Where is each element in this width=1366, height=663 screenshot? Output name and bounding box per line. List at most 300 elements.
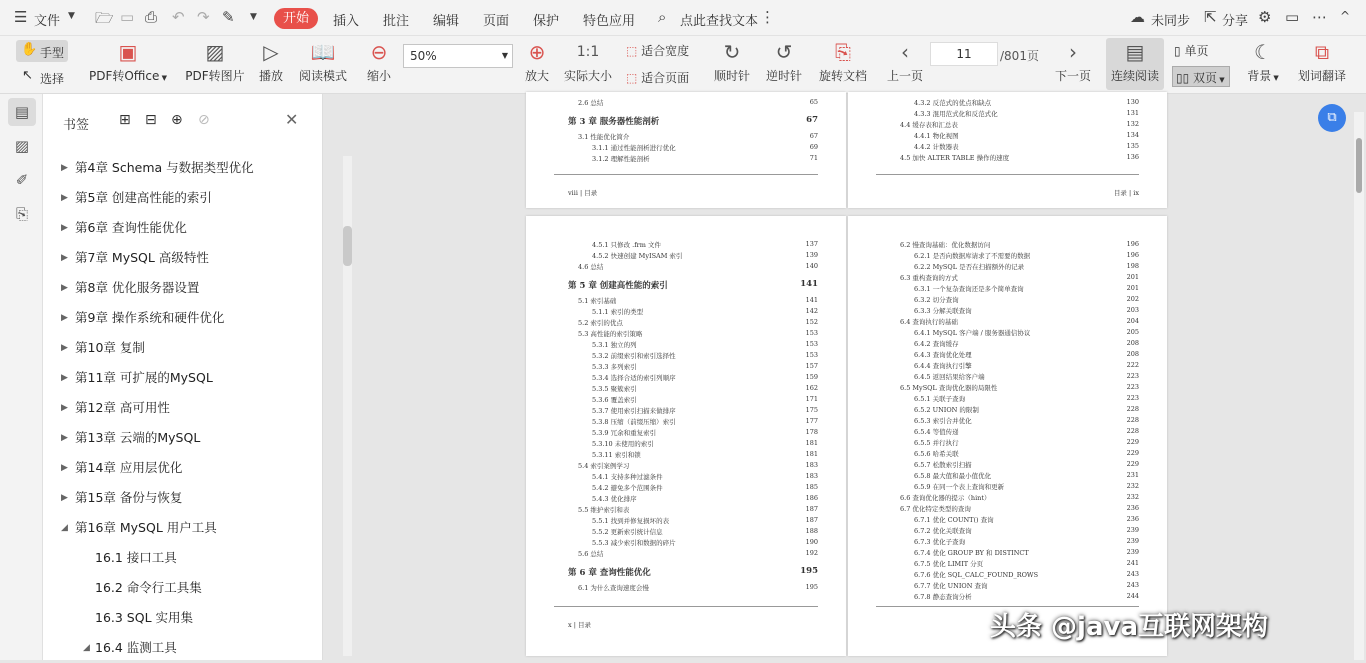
toc-entry[interactable] <box>914 142 1139 151</box>
toc-entry[interactable] <box>914 471 1139 480</box>
page-number-input[interactable]: 11 <box>930 42 998 66</box>
toc-entry-title: 6.7.6 优化 SQL_CALC_FOUND_ROWS <box>914 571 1039 579</box>
page-xi <box>848 216 1167 656</box>
toc-page-number: 186 <box>805 494 818 502</box>
toc-page-number: 137 <box>805 240 818 248</box>
assistant-float-icon[interactable]: ⧉ <box>1318 104 1346 132</box>
translate-icon: ⧉ <box>1314 40 1330 64</box>
more-chevron-icon[interactable]: ▼ <box>250 12 257 22</box>
toc-entry[interactable] <box>592 516 818 525</box>
moon-icon: ☾ <box>1254 40 1272 64</box>
bookmark-item[interactable] <box>43 423 301 453</box>
toc-entry-title: 3.1.1 通过性能剖析进行优化 <box>592 144 676 152</box>
toc-page-number: 239 <box>1126 526 1139 534</box>
footer-rule <box>554 606 818 607</box>
bookmark-label: 第16章 MySQL 用户工具 <box>75 520 217 535</box>
toc-page-number: 228 <box>1126 416 1139 424</box>
cloud-sync-icon[interactable]: ☁ <box>1130 8 1145 26</box>
toc-page-number: 135 <box>1126 142 1139 150</box>
toc-entry[interactable] <box>592 483 818 492</box>
toc-entry-title: 6.4.4 查询执行引擎 <box>914 362 972 370</box>
word-translate-button[interactable]: ⧉ 划词翻译 <box>1297 40 1346 83</box>
toc-entry[interactable] <box>914 548 1139 557</box>
document-scrollbar-thumb[interactable] <box>1356 138 1362 193</box>
toc-entry[interactable] <box>914 559 1139 568</box>
toc-page-number: 239 <box>1126 548 1139 556</box>
file-menu[interactable]: 文件 <box>34 14 61 29</box>
collapse-arrow-icon[interactable]: ◢ <box>83 643 90 653</box>
collapse-all-icon[interactable]: ⊟ <box>145 112 157 128</box>
toc-entry[interactable] <box>592 472 818 481</box>
toc-entry[interactable] <box>914 372 1139 381</box>
toc-page-number: 228 <box>1126 427 1139 435</box>
hand-tool-button[interactable]: ✋ 手型 <box>16 40 68 62</box>
toc-page-number: 140 <box>805 262 818 270</box>
fit-page-icon: ⬚ <box>626 71 638 85</box>
collapse-arrow-icon[interactable]: ◢ <box>61 523 68 533</box>
expand-arrow-icon[interactable]: ▶ <box>61 163 68 173</box>
actual-size-button[interactable]: 1:1 实际大小 <box>562 40 614 84</box>
toc-entry[interactable] <box>914 438 1139 447</box>
toc-entry[interactable] <box>914 526 1139 535</box>
toc-entry[interactable] <box>578 549 818 558</box>
left-panel-rail <box>0 94 43 660</box>
toc-page-number: 67 <box>809 132 818 140</box>
sidebar-scrollbar[interactable] <box>343 156 352 656</box>
page-footer: 目录 | ix <box>1113 189 1139 197</box>
rotate-counterclockwise-button[interactable]: ↺ 逆时针 <box>765 40 802 83</box>
hand-icon: ✋ <box>21 42 38 57</box>
document-scrollbar[interactable] <box>1354 112 1364 660</box>
chevron-right-icon: › <box>1069 40 1077 64</box>
toc-entry-title: 6.7.1 优化 COUNT() 查询 <box>914 516 994 524</box>
toc-entry[interactable] <box>914 515 1139 524</box>
toc-entry-title: 5.5.1 找到并修复损坏的表 <box>592 517 670 525</box>
toc-page-number: 208 <box>1126 339 1139 347</box>
tab-annotate[interactable]: 批注 <box>383 14 410 29</box>
pdf-to-image-button[interactable]: ▨ PDF转图片 <box>185 40 245 83</box>
expand-all-icon[interactable]: ⊞ <box>119 112 131 128</box>
toc-entry[interactable] <box>914 570 1139 579</box>
toc-entry[interactable] <box>914 328 1139 337</box>
page-footer: viii | 目录 <box>568 189 598 197</box>
bookmark-label: 16.3 SQL 实用集 <box>95 610 194 625</box>
toc-entry-title: 6.2.2 MySQL 是否在扫描额外的记录 <box>914 263 1025 271</box>
pdf-to-office-button[interactable]: ▣ PDF转Office ▼ <box>88 40 168 83</box>
chevron-left-icon: ‹ <box>901 40 909 64</box>
toc-entry[interactable] <box>914 339 1139 348</box>
tab-protect[interactable]: 保护 <box>533 14 560 29</box>
toc-entry-title: 6.3 重构查询的方式 <box>900 274 958 282</box>
toc-chapter[interactable] <box>568 115 818 127</box>
toc-entry-title: 6.3.1 一个复杂查询还是多个简单查询 <box>914 285 1024 293</box>
more-horizontal-icon[interactable]: ⋯ <box>1312 8 1327 26</box>
toc-entry-title: 5.3.3 多列索引 <box>592 363 637 371</box>
toc-page-number: 71 <box>809 154 818 162</box>
toc-entry-title: 6.5.5 并行执行 <box>914 439 959 447</box>
expand-arrow-icon[interactable]: ▶ <box>61 493 68 503</box>
toc-page-number: 153 <box>805 340 818 348</box>
tab-edit[interactable]: 编辑 <box>433 14 460 29</box>
share-icon[interactable]: ⇱ <box>1204 8 1217 26</box>
toc-entry[interactable] <box>592 340 818 349</box>
toc-page-number: 204 <box>1126 317 1139 325</box>
toc-entry[interactable] <box>914 284 1139 293</box>
toc-page-number: 243 <box>1126 570 1139 578</box>
expand-arrow-icon[interactable]: ▶ <box>61 283 68 293</box>
select-tool-button[interactable]: ↖ 选择 <box>22 68 65 86</box>
expand-arrow-icon[interactable]: ▶ <box>61 403 68 413</box>
settings-icon[interactable]: ⚙ <box>1258 8 1272 26</box>
play-icon: ▷ <box>263 40 279 64</box>
toc-entry[interactable] <box>914 449 1139 458</box>
toc-entry[interactable] <box>914 394 1139 403</box>
bookmark-item[interactable] <box>43 303 301 333</box>
toc-entry-title: 6.4.3 查询优化处理 <box>914 351 972 359</box>
toc-entry-title: 5.3.8 压缩（前缀压缩）索引 <box>592 418 676 426</box>
toc-entry-title: 6.2 慢查询基础：优化数据访问 <box>900 241 991 249</box>
toc-entry[interactable] <box>900 317 1139 326</box>
tab-page[interactable]: 页面 <box>483 14 510 29</box>
collapse-ribbon-icon[interactable]: ^ <box>1340 9 1351 23</box>
toc-entry-title: 6.2.1 是否向数据库请求了不需要的数据 <box>914 252 1031 260</box>
toc-page-number: 159 <box>805 373 818 381</box>
toc-entry-title: 6.7.5 优化 LIMIT 分页 <box>914 560 984 568</box>
toc-entry-title: 4.5 加快 ALTER TABLE 操作的速度 <box>900 154 1010 162</box>
read-mode-button[interactable]: 📖 阅读模式 <box>298 40 347 83</box>
bookmark-item[interactable] <box>43 513 301 543</box>
sidebar-scrollbar-thumb[interactable] <box>343 226 352 266</box>
toc-page-number: 232 <box>1126 493 1139 501</box>
expand-arrow-icon[interactable]: ▶ <box>61 373 68 383</box>
toc-entry[interactable] <box>914 306 1139 315</box>
toc-page-number: 183 <box>805 461 818 469</box>
bookmark-item[interactable] <box>43 393 301 423</box>
toc-entry[interactable] <box>592 450 818 459</box>
tab-insert[interactable]: 插入 <box>333 14 360 29</box>
toc-entry[interactable] <box>592 251 818 260</box>
print-icon[interactable]: ⎙ <box>145 8 158 26</box>
ink-sign-icon[interactable]: ✎ <box>222 8 235 26</box>
toc-entry-title: 5.5 维护索引和表 <box>578 506 630 514</box>
toc-entry[interactable] <box>914 537 1139 546</box>
toc-entry[interactable] <box>914 350 1139 359</box>
toc-chapter[interactable] <box>568 279 818 291</box>
toc-entry-title: 6.7.2 优化关联查询 <box>914 527 972 535</box>
toc-entry-title: 5.1 索引基础 <box>578 297 617 305</box>
toc-entry[interactable] <box>578 296 818 305</box>
bookmark-label: 第4章 Schema 与数据类型优化 <box>75 160 254 175</box>
thumbnail-panel-icon[interactable]: ▨ <box>14 137 30 155</box>
toc-page-number: 195 <box>805 583 818 591</box>
find-text-field[interactable]: 点此查找文本 <box>680 14 759 29</box>
toc-entry-title: 4.5.1 只修改 .frm 文件 <box>592 241 661 249</box>
toc-entry[interactable] <box>592 384 818 393</box>
toc-page-number: 190 <box>805 538 818 546</box>
rotate-clockwise-button[interactable]: ↻ 顺时针 <box>713 40 750 83</box>
toc-entry[interactable] <box>578 329 818 338</box>
toc-entry-title: 5.3.10 未使用的索引 <box>592 440 654 448</box>
continuous-read-button[interactable]: ▤ 连续阅读 <box>1106 38 1164 90</box>
toc-page-number: 198 <box>1126 262 1139 270</box>
toc-entry-title: 5.4.3 优化排序 <box>592 495 637 503</box>
toc-entry[interactable] <box>592 143 818 152</box>
toc-entry[interactable] <box>914 361 1139 370</box>
toc-entry-title: 5.5.3 减少索引和数据的碎片 <box>592 539 676 547</box>
toc-page-number: 181 <box>805 439 818 447</box>
expand-arrow-icon[interactable]: ▶ <box>61 463 68 473</box>
toc-page-number: 153 <box>805 329 818 337</box>
toc-entry[interactable] <box>914 592 1139 601</box>
toc-entry[interactable] <box>592 439 818 448</box>
toc-entry[interactable] <box>578 98 818 107</box>
toc-page-number: 67 <box>806 115 818 125</box>
toc-entry[interactable] <box>914 262 1139 271</box>
toc-entry[interactable] <box>900 153 1139 162</box>
toc-entry-title: 5.4 索引案例学习 <box>578 462 630 470</box>
redo-icon[interactable]: ↷ <box>197 8 210 26</box>
toc-page-number: 196 <box>1126 240 1139 248</box>
sync-status[interactable]: 未同步 <box>1151 14 1191 29</box>
toc-entry[interactable] <box>914 131 1139 140</box>
cursor-icon: ↖ <box>22 68 33 83</box>
toc-entry[interactable] <box>592 417 818 426</box>
toc-entry-title: 6.4.5 返回结果给客户端 <box>914 373 985 381</box>
toc-entry[interactable] <box>592 406 818 415</box>
footer-rule <box>876 174 1139 175</box>
delete-bookmark-icon[interactable]: ⊘ <box>198 112 210 128</box>
bookmark-panel-icon[interactable]: ▤ <box>8 98 36 126</box>
toc-page-number: 187 <box>805 516 818 524</box>
toc-entry-title: 第 6 章 查询性能优化 <box>568 568 651 578</box>
toc-entry-title: 5.3 高性能的索引策略 <box>578 330 643 338</box>
toc-entry-title: 6.4.1 MySQL 客户端 / 服务器通信协议 <box>914 329 1031 337</box>
toc-entry-title: 5.4.1 支持多种过滤条件 <box>592 473 663 481</box>
toc-entry[interactable] <box>900 504 1139 513</box>
toc-entry-title: 6.4 查询执行的基础 <box>900 318 958 326</box>
toc-entry-title: 4.3.3 混用范式化和反范式化 <box>914 110 998 118</box>
save-icon[interactable]: ▭ <box>120 8 135 26</box>
zoom-select[interactable]: 50% ▼ <box>403 44 513 68</box>
toc-entry[interactable] <box>592 428 818 437</box>
bookmark-item[interactable] <box>43 363 301 393</box>
toc-entry-title: 5.3.4 选择合适的索引列顺序 <box>592 374 676 382</box>
toc-entry[interactable] <box>592 154 818 163</box>
toc-entry[interactable] <box>900 493 1139 502</box>
toc-entry-title: 6.7.4 优化 GROUP BY 和 DISTINCT <box>914 549 1029 557</box>
toc-entry[interactable] <box>914 416 1139 425</box>
toc-entry[interactable] <box>914 109 1139 118</box>
toc-entry-title: 5.3.6 覆盖索引 <box>592 396 637 404</box>
toc-entry-title: 4.3.2 反范式的优点和缺点 <box>914 99 992 107</box>
toc-entry-title: 5.3.11 索引和锁 <box>592 451 641 459</box>
toc-entry-title: 2.6 总结 <box>578 99 604 107</box>
single-page-icon: ▯ <box>1174 44 1181 58</box>
toc-entry[interactable] <box>900 120 1139 129</box>
feedback-icon[interactable]: ▭ <box>1285 8 1300 26</box>
more-vertical-icon[interactable]: ⋮ <box>760 8 775 26</box>
toc-entry[interactable] <box>578 461 818 470</box>
expand-arrow-icon[interactable]: ▶ <box>61 193 68 203</box>
toc-page-number: 195 <box>800 566 818 576</box>
toc-page-number: 141 <box>805 296 818 304</box>
toc-page-number: 188 <box>805 527 818 535</box>
bookmark-label: 第9章 操作系统和硬件优化 <box>75 310 225 325</box>
toc-chapter[interactable] <box>568 566 818 578</box>
toc-page-number: 65 <box>809 98 818 106</box>
bookmark-item[interactable] <box>43 273 301 303</box>
single-page-button[interactable]: ▯ 单页 <box>1174 44 1209 58</box>
page-x <box>526 216 846 656</box>
pdf-to-office-icon: ▣ <box>118 40 138 64</box>
rotate-document-button[interactable]: ⎘ 旋转文档 <box>818 40 867 83</box>
expand-arrow-icon[interactable]: ▶ <box>61 313 68 323</box>
ribbon-toolbar <box>0 36 1366 94</box>
attachment-panel-icon[interactable]: ⎘ <box>15 205 28 223</box>
toc-entry[interactable] <box>578 583 818 592</box>
next-page-button[interactable]: › 下一页 <box>1054 40 1091 83</box>
toc-entry[interactable] <box>592 307 818 316</box>
bookmark-item[interactable] <box>43 483 301 513</box>
play-button[interactable]: ▷ 播放 <box>258 40 283 83</box>
tab-features[interactable]: 特色应用 <box>583 14 636 29</box>
bookmark-item[interactable] <box>43 573 301 603</box>
toc-entry[interactable] <box>914 405 1139 414</box>
toc-entry[interactable] <box>914 460 1139 469</box>
toc-page-number: 243 <box>1126 581 1139 589</box>
toc-entry-title: 5.5.2 更新索引统计信息 <box>592 528 663 536</box>
page-footer: x | 目录 <box>568 621 591 629</box>
toc-entry[interactable] <box>914 427 1139 436</box>
toc-entry[interactable] <box>914 251 1139 260</box>
bookmark-item[interactable] <box>43 543 301 573</box>
toc-entry[interactable] <box>592 538 818 547</box>
bookmark-item[interactable] <box>43 213 301 243</box>
toc-page-number: 192 <box>805 549 818 557</box>
toc-entry[interactable] <box>592 494 818 503</box>
toc-entry[interactable] <box>578 262 818 271</box>
zoom-in-button[interactable]: ⊕ 放大 <box>524 40 549 83</box>
toc-entry[interactable] <box>592 240 818 249</box>
toc-entry-title: 5.3.2 前缀索引和索引选择性 <box>592 352 676 360</box>
double-page-button[interactable]: ▯▯ 双页 ▼ <box>1172 66 1230 87</box>
zoom-in-icon: ⊕ <box>528 40 546 64</box>
bookmark-label: 第8章 优化服务器设置 <box>75 280 200 295</box>
share-button[interactable]: 分享 <box>1222 14 1249 29</box>
close-icon[interactable]: ✕ <box>285 110 299 129</box>
toc-entry-title: 5.3.7 使用索引扫描来做排序 <box>592 407 676 415</box>
toc-entry[interactable] <box>592 351 818 360</box>
bookmark-item[interactable] <box>43 153 301 183</box>
bookmark-item[interactable] <box>43 453 301 483</box>
menu-bar <box>0 0 1366 36</box>
toc-entry-title: 6.7.8 静态查询分析 <box>914 593 972 601</box>
toc-entry[interactable] <box>592 362 818 371</box>
page-total: /801页 <box>1000 49 1039 63</box>
toc-entry[interactable] <box>592 373 818 382</box>
toc-entry-title: 第 3 章 服务器性能剖析 <box>568 117 660 127</box>
bookmark-label: 16.4 监测工具 <box>95 640 177 655</box>
bookmark-label: 第11章 可扩展的MySQL <box>75 370 213 385</box>
toc-page-number: 223 <box>1126 383 1139 391</box>
toc-page-number: 196 <box>1126 251 1139 259</box>
toc-page-number: 187 <box>805 505 818 513</box>
toc-entry-title: 6.5.1 关联子查询 <box>914 395 966 403</box>
toc-entry[interactable] <box>900 273 1139 282</box>
bookmark-item[interactable] <box>43 243 301 273</box>
prev-page-button[interactable]: ‹ 上一页 <box>886 40 923 83</box>
toc-entry[interactable] <box>578 318 818 327</box>
chevron-down-icon[interactable]: ▼ <box>68 11 75 21</box>
actual-size-icon: 1:1 <box>576 44 600 60</box>
background-button[interactable]: ☾ 背景 ▼ <box>1247 40 1279 83</box>
bookmark-item[interactable] <box>43 333 301 363</box>
expand-arrow-icon[interactable]: ▶ <box>61 223 68 233</box>
toc-page-number: 131 <box>1126 109 1139 117</box>
toc-entry[interactable] <box>914 295 1139 304</box>
toc-entry[interactable] <box>914 581 1139 590</box>
toc-page-number: 202 <box>1126 295 1139 303</box>
double-page-icon: ▯▯ <box>1176 71 1190 85</box>
toc-entry[interactable] <box>578 132 818 141</box>
annotation-panel-icon[interactable]: ✐ <box>15 171 29 189</box>
toc-page-number: 132 <box>1126 120 1139 128</box>
watermark-text: 头条 @java互联网架构 <box>990 612 1269 642</box>
expand-arrow-icon[interactable]: ▶ <box>61 343 68 353</box>
toc-entry[interactable] <box>914 98 1139 107</box>
toc-entry-title: 6.1 为什么查询速度会慢 <box>578 584 649 592</box>
toc-entry[interactable] <box>578 505 818 514</box>
toc-entry[interactable] <box>914 482 1139 491</box>
toc-page-number: 134 <box>1126 131 1139 139</box>
toc-page-number: 201 <box>1126 273 1139 281</box>
toc-entry[interactable] <box>592 527 818 536</box>
toc-page-number: 157 <box>805 362 818 370</box>
toc-entry-title: 4.4.1 物化视图 <box>914 132 959 140</box>
toc-entry-title: 3.1 性能优化简介 <box>578 133 630 141</box>
fit-page-button[interactable]: ⬚ 适合页面 <box>626 71 690 85</box>
toc-page-number: 223 <box>1126 372 1139 380</box>
toc-page-number: 201 <box>1126 284 1139 292</box>
zoom-out-button[interactable]: ⊖ 缩小 <box>366 40 391 83</box>
undo-icon[interactable]: ↶ <box>172 8 185 26</box>
expand-arrow-icon[interactable]: ▶ <box>61 433 68 443</box>
toc-page-number: 141 <box>800 279 818 289</box>
chevron-down-icon: ▼ <box>501 51 508 60</box>
toc-page-number: 139 <box>805 251 818 259</box>
toc-entry[interactable] <box>900 240 1139 249</box>
toc-page-number: 178 <box>805 428 818 436</box>
toc-page-number: 229 <box>1126 460 1139 468</box>
toc-entry[interactable] <box>900 383 1139 392</box>
expand-arrow-icon[interactable]: ▶ <box>61 253 68 263</box>
add-bookmark-icon[interactable]: ⊕ <box>171 112 183 128</box>
bookmark-item[interactable] <box>43 183 301 213</box>
bookmark-item[interactable] <box>43 633 301 663</box>
fit-width-button[interactable]: ⬚ 适合宽度 <box>626 44 690 58</box>
bookmark-item[interactable] <box>43 603 301 633</box>
tab-start[interactable]: 开始 <box>274 8 318 29</box>
toc-entry-title: 5.3.9 冗余和重复索引 <box>592 429 657 437</box>
toc-page-number: 232 <box>1126 482 1139 490</box>
toc-entry-title: 6.4.2 查询缓存 <box>914 340 959 348</box>
toc-entry-title: 4.4 缓存表和汇总表 <box>900 121 958 129</box>
toc-entry[interactable] <box>592 395 818 404</box>
hamburger-menu-icon[interactable]: ☰ <box>14 8 28 26</box>
open-folder-icon[interactable]: 🗁 <box>95 9 114 27</box>
toc-entry-title: 4.4.2 计数器表 <box>914 143 959 151</box>
toc-page-number: 236 <box>1126 515 1139 523</box>
